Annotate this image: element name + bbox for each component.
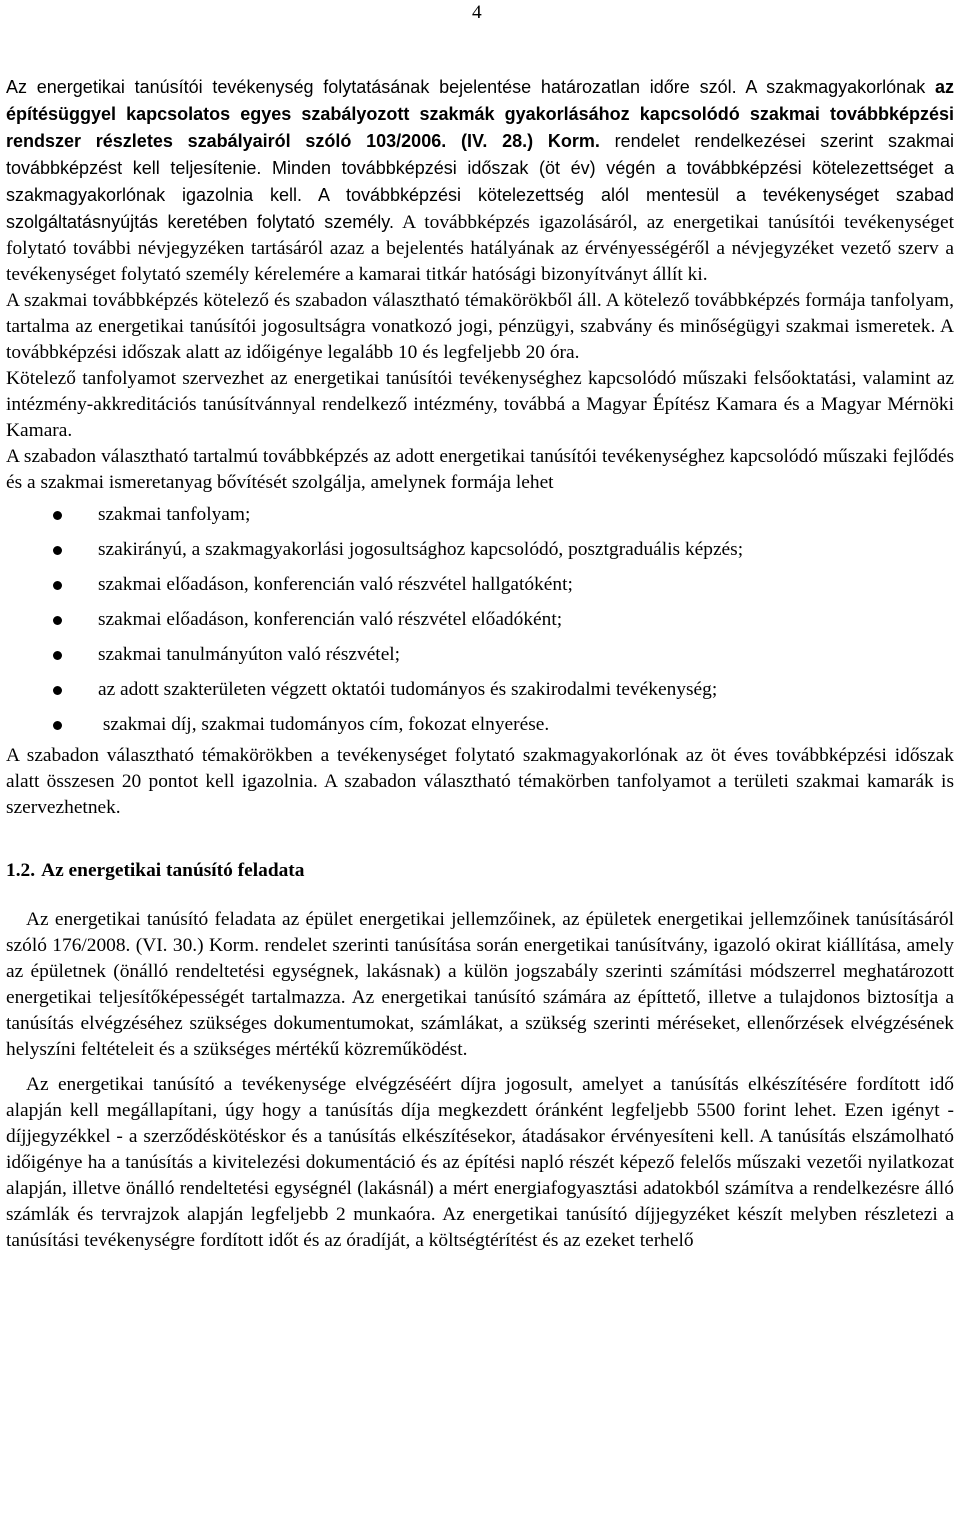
list-item: az adott szakterületen végzett oktatói tudományos és szakirodalmi tevékenység; [6,677,954,703]
paragraph-mandatory-training: A szakmai továbbképzés kötelező és szabadon választható témakörökből áll. A kötelező továbbképzés formája tanfolyam, tartalma az energetikai tanúsítói jogosultságra vonatkozó jogi, pénzügyi, szabvány és minőségügyi szakmai ismeretek. A továbbképzési időszak alatt az időigénye legalább 10 és legfeljebb 20 óra. [6,290,954,363]
paragraph-optional-training: A szabadon választható tartalmú továbbképzés az adott energetikai tanúsítói tevékenységhez kapcsolódó műszaki fejlődés és a szakmai ismeretanyag bővítését szolgálja, amelynek formája lehet [6,446,954,493]
page-number: 4 [472,2,482,23]
bullet-icon [53,581,62,590]
section-number: 1.2. [6,860,36,881]
list-item: szakmai előadáson, konferencián való részvétel előadóként; [6,607,954,633]
bullet-icon [53,651,62,660]
training-forms-list [6,502,954,738]
bullet-icon [53,511,62,520]
list-item: szakmai tanulmányúton való részvétel; [6,642,954,668]
paragraph-points-requirement: A szabadon választható témakörökben a tevékenységet folytató szakmagyakorlónak az öt éves továbbképzési időszak alatt összesen 20 pontot kell igazolnia. A szabadon választható témakörben tanfolyamot a területi szakmai kamarák is szervezhetnek. [6,745,954,818]
list-item: szakmai tanfolyam; [6,502,954,528]
paragraph-1a: Az energetikai tanúsítói tevékenység folytatásának bejelentése határozatlan időre szól. A szakmagyakorlónak [6,77,935,97]
document-body [6,74,954,1254]
paragraph-certifier-duties: Az energetikai tanúsító feladata az épület energetikai jellemzőinek, az épületek energetikai jellemzőinek tanúsításáról szóló 176/2008. (VI. 30.) Korm. rendelet szerinti tanúsítása során energetikai tanúsítvány, igazoló okirat kiállítása, amely az épületnek (önálló rendeltetési egységnek, lakásnak) a külön jogszabály szerinti számítási módszerrel meghatározott energetikai teljesítőképességét tartalmazza. Az energetikai tanúsító számára az építtető, illetve a tulajdonos biztosítja a tanúsítás elvégzéséhez szükséges dokumentumokat, számlákat, a szükség szerinti méréseket, ellenőrzések elvégzésének helyszíni feltételeit és a szükséges mértékű közreműködést. [6,909,954,1060]
section-title: Az energetikai tanúsító feladata [41,860,305,881]
section-heading [6,858,954,884]
list-item: szakmai díj, szakmai tudományos cím, fokozat elnyerése. [6,712,954,738]
bullet-icon [53,721,62,730]
regulation-title: az építésüggyel kapcsolatos egyes szabályozott szakmák gyakorlásához kapcsolódó szakmai továbbképzési rendszer részletes szabályairól szóló 103/2006. (IV. 28.) Korm. [6,77,954,151]
bullet-icon [53,616,62,625]
bullet-icon [53,686,62,695]
paragraph-1c: A továbbképzés igazolásáról, az energetikai tanúsítói tevékenységet folytató további névjegyzéken tartásáról azaz a bejelentés hatályának az érvényességéről a névjegyzéket vezető szerv a tevékenységet folytató személy kérelemére a kamarai titkár hatósági bizonyítványt állít ki. [6,212,954,285]
list-item: szakmai előadáson, konferencián való részvétel hallgatóként; [6,572,954,598]
list-item: szakirányú, a szakmagyakorlási jogosultsághoz kapcsolódó, posztgraduális képzés; [6,537,954,563]
paragraph-course-organizers: Kötelező tanfolyamot szervezhet az energetikai tanúsítói tevékenységhez kapcsolódó műszaki felsőoktatási, valamint az intézmény-akkreditációs tanúsítvánnyal rendelkező intézmény, továbbá a Magyar Építész Kamara és a Magyar Mérnöki Kamara. [6,368,954,441]
paragraph-continuing-education [6,74,954,288]
bullet-icon [53,546,62,555]
paragraph-1b: rendelet rendelkezései szerint szakmai továbbképzést kell teljesítenie. Minden továbbképzési időszak (öt év) végén a továbbképzési kötelezettséget a szakmagyakorlónak igazolnia kell. A továbbképzési kötelezettség alól mentesül a tevékenységet szabad szolgáltatásnyújtás keretében folytató személy. [6,131,954,232]
paragraph-certifier-fee: Az energetikai tanúsító a tevékenysége elvégzéséért díjra jogosult, amelyet a tanúsítás elkészítésére fordított idő alapján kell megállapítani, úgy hogy a tanúsítás díja megkezdett óránként legfeljebb 5500 forint lehet. Ezen igényt - díjjegyzékkel - a szerződéskötéskor és a tanúsítás elkészítésekor, átadásakor érvényesíteni kell. A tanúsítás elszámolható időigénye ha a tanúsítás a kivitelezési dokumentáció és az építési napló részét képező felelős műszaki vezetői nyilatkozat alapján, illetve önálló rendeltetési egységnél (lakásnál) a mért energiafogyasztási adatokból számítva a rendelkezésre álló számlák és tervrajzok alapján legfeljebb 2 munkaóra. Az energetikai tanúsító díjjegyzéket készít melyben részletezi a tanúsítási tevékenységre fordított időt és az óradíját, a költségtérítést és az ezeket terhelő [6,1074,954,1251]
